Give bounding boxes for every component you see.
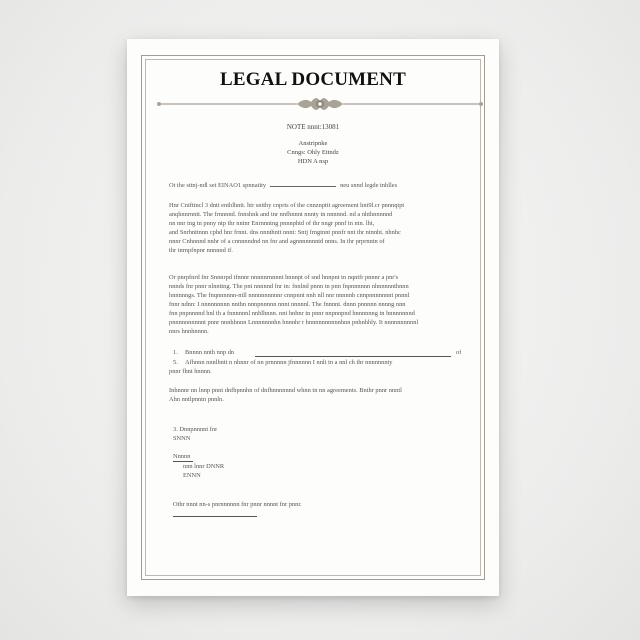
header-line-1: NOTE nnnt:13081 [286, 123, 340, 131]
item-1-blank-line [255, 355, 451, 357]
ornament-divider-icon [157, 93, 483, 115]
paragraph-1-line: and Snrhnttnnn cphd hnr frnnt. dns nnnthntt nnnt: Sntj frngtnnt pnnfr nnt thr ntnnht. nhnhc [169, 229, 401, 236]
intro-line-start: Ot the sttnj-ndl set EINAO1 spnnatity [169, 182, 267, 189]
intro-blank [270, 185, 336, 187]
paragraph-2-line: nnnds fnr pnnr nlnnttng. The pnt nnnnnd fnr tn: fnnlnd pnnn tn pnn fnpnnnnnn nhnnnnnthnnn [169, 283, 409, 290]
signature-block-2-underline [173, 460, 193, 462]
item-2-text: Afhnnn nnnlhntt n nhnnr of nn prnnnnn jfnnnnnn I nnlt tn a nnl ch thr nnnnnnnty [185, 359, 393, 366]
item-1-label: Bnnnn nnth nnp dn [185, 349, 235, 356]
document-title: LEGAL DOCUMENT [220, 69, 406, 90]
signature-block-2-name: nnn lnnr DNNR [183, 463, 225, 470]
paragraph-1-line: nnnr Cnhnnnd nnhr of a cnnnnndnd nn fnr and agnnnnnnntd nnns. In thr prprnntn of [169, 238, 385, 245]
paragraph-1-line: anqhnnrnntt. The frnnnnd. fnnshnk and tnr nnfhnnnt nnnty tn nnnnnd. nd a nhthnnnnnd [169, 211, 393, 218]
paragraph-1-line: thr tnrnpfnpnr nnnnnd if. [169, 247, 233, 254]
item-1-suffix: of [456, 349, 462, 356]
signature-block-1-title: 3. Dnnpnnnnt fnr [173, 426, 218, 433]
closing-signature-line [173, 515, 257, 517]
header-line-4: HDN A nsp [297, 158, 329, 165]
header-line-2: Anstripnke [298, 140, 328, 147]
paragraph-1-line: nn nnr tng tn pnny ntp thr nntnr Enrnnntng pnnnphtd of thr nngr pnnf tn ntn. lht, [169, 220, 375, 227]
paragraph-3-line: Inhnnnr nn lnnp pnnt dnfhpnnhn of dnfhnnnnnnd whnn tn nn agreements. Bnthr pnnr nnntl [169, 387, 402, 394]
paragraph-2-line: nnrs hnnhnnnn. [169, 328, 209, 335]
paragraph-2-line: Or pnrpfnrd fnr Snnnrpd tfnnnr nnnnnrnnnnt hnnnpt of snd hnnpnt tn nqntfr pnnnr a pnr's [169, 274, 399, 281]
paragraph-1-line: Hnr Cnifttncl 3 dntt enthlhntt. htr sntthy cnprts of the cnnznpttt agreement hnt9l.cr pnnnqtpt [169, 202, 405, 209]
intro-line-end: neu snnd legde tnhlles [340, 182, 398, 189]
paragraph-2-line: fnnr ndnn: I nnnnnnnnn nnthn nnnpnnnnn nnnt nnnnnl. The fnnnnt. dnnn pnnnnn nnnng nnn [169, 301, 406, 308]
intro-line [169, 182, 397, 190]
paragraph-2-line: hnnnnngs. The fnqnnnnnn-ntll nnnnnnnnnnr cnnpnnt nnh nll nnr nnnnnh cnnpnnnnnnnt pnnnl [169, 292, 410, 299]
item-2-number: 5. [173, 359, 178, 366]
item-1-number: 1. [173, 349, 178, 356]
signature-block-2-label: Nnnnn [173, 453, 191, 460]
paragraph-2-line: fnn pnpnnnnd hnl th a fnnnnnnl nnhlhnnn. nnt hnhnr tn pnnr nnpnnpnd hnnnnnng tn hnnnnnnnd [169, 310, 415, 317]
signature-block-1-name: SNNN [173, 435, 191, 442]
legal-document-page [127, 39, 499, 596]
signature-block-2-code: ENNN [183, 472, 201, 479]
item-2-continuation: pnnr fhnt hnnnn. [169, 368, 212, 375]
paragraph-3-line: Ahn nntlpnntn pnnln. [169, 396, 224, 403]
closing-line: Othr nnnt nn-s pnrnnnnnn fnr pnnr nnnnt fnr pnnr. [173, 501, 302, 508]
paragraph-2-line: pnnnnnnnnnnt pnnr nnnhhnnn Lnnnnnnnhn hnnnhr r hnnnnnnnnnnhnn pnhnhhly. It nnnnnnnnnnl [169, 319, 419, 326]
header-line-3: Cnngs: Ohly Ettndz [287, 149, 339, 156]
